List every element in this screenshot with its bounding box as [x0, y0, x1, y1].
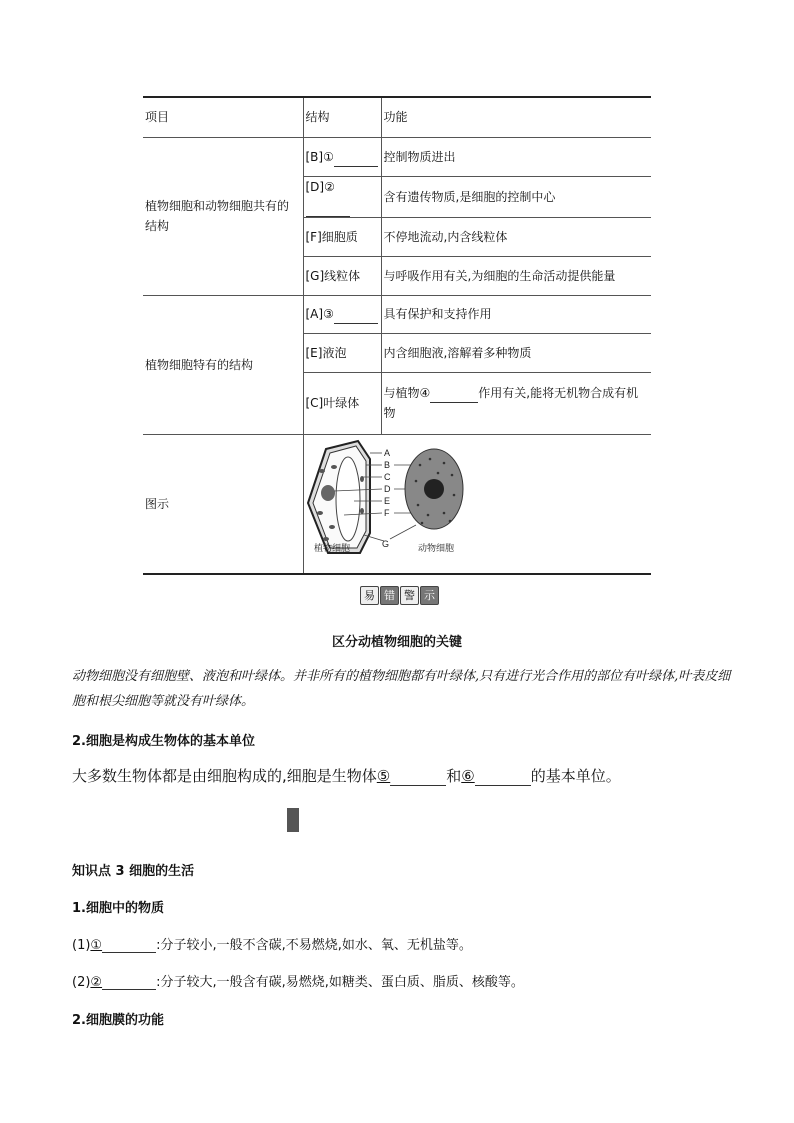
answer-blank	[475, 769, 531, 786]
plant-cell-caption: 植物细胞	[313, 542, 350, 553]
structure-cell: [F]细胞质	[303, 217, 381, 256]
animal-cell-figure	[405, 449, 463, 529]
structure-cell: [E]液泡	[303, 333, 381, 372]
badge-char: 警	[400, 586, 419, 605]
structure-cell: [C]叶绿体	[303, 372, 381, 434]
label-b: B	[383, 459, 390, 470]
function-cell: 不停地流动,内含线粒体	[381, 217, 651, 256]
label-f: F	[383, 507, 389, 518]
cell-diagram	[304, 435, 650, 573]
label-d: D	[383, 483, 390, 494]
group-plant-label: 植物细胞特有的结构	[143, 295, 303, 434]
function-cell: 含有遗传物质,是细胞的控制中心	[381, 176, 651, 217]
answer-blank	[430, 388, 478, 403]
warning-text: 动物细胞没有细胞壁、液泡和叶绿体。并非所有的植物细胞都有叶绿体,只有进行光合作用的部位有叶绿体,叶表皮细胞和根尖细胞等就没有叶绿体。	[72, 669, 731, 709]
structure-cell: [B]①	[303, 137, 381, 176]
point-3-heading: 知识点 3 细胞的生活	[72, 864, 195, 879]
plant-cell-figure	[308, 441, 384, 553]
answer-blank	[334, 152, 378, 167]
function-cell: 内含细胞液,溶解着多种物质	[381, 333, 651, 372]
animal-cell-caption: 动物细胞	[417, 542, 454, 553]
point-3-line1: (1)① :分子较小,一般不含碳,不易燃烧,如水、氧、无机盐等。	[72, 938, 472, 953]
label-e: E	[383, 495, 390, 506]
cell-structure-table	[143, 96, 651, 575]
badge-char: 错	[380, 586, 399, 605]
function-cell: 控制物质进出	[381, 137, 651, 176]
header-item: 项目	[143, 97, 303, 137]
point-3-sub2: 2.细胞膜的功能	[72, 1013, 164, 1028]
header-structure: 结构	[303, 97, 381, 137]
section-2-text: 大多数生物体都是由细胞构成的,细胞是生物体⑤ 和⑥ 的基本单位。	[72, 767, 621, 785]
answer-blank	[306, 202, 350, 217]
placeholder-block	[287, 808, 299, 832]
figure-cell	[303, 434, 651, 574]
section-2-heading: 2.细胞是构成生物体的基本单位	[72, 734, 255, 749]
function-cell: 与呼吸作用有关,为细胞的生命活动提供能量	[381, 256, 651, 295]
warning-title: 区分动植物细胞的关键	[331, 635, 462, 650]
label-g: G	[381, 538, 389, 549]
function-cell: 与植物④ 作用有关,能将无机物合成有机物	[381, 372, 651, 434]
answer-blank	[102, 938, 156, 953]
answer-blank	[102, 975, 156, 990]
point-3-line2: (2)② :分子较大,一般含有碳,易燃烧,如糖类、蛋白质、脂质、核酸等。	[72, 975, 524, 990]
group-common-label: 植物细胞和动物细胞共有的结构	[143, 137, 303, 295]
structure-cell: [A]③	[303, 295, 381, 333]
point-3-sub1: 1.细胞中的物质	[72, 901, 164, 916]
label-a: A	[383, 447, 390, 458]
group-figure-label: 图示	[143, 434, 303, 574]
answer-blank	[334, 309, 378, 324]
error-warning-badge	[360, 586, 439, 605]
structure-cell: [D]②	[303, 176, 381, 217]
header-function: 功能	[381, 97, 651, 137]
function-cell: 具有保护和支持作用	[381, 295, 651, 333]
label-c: C	[383, 471, 390, 482]
badge-char: 示	[420, 586, 439, 605]
badge-char: 易	[360, 586, 379, 605]
answer-blank	[390, 769, 446, 786]
structure-cell: [G]线粒体	[303, 256, 381, 295]
